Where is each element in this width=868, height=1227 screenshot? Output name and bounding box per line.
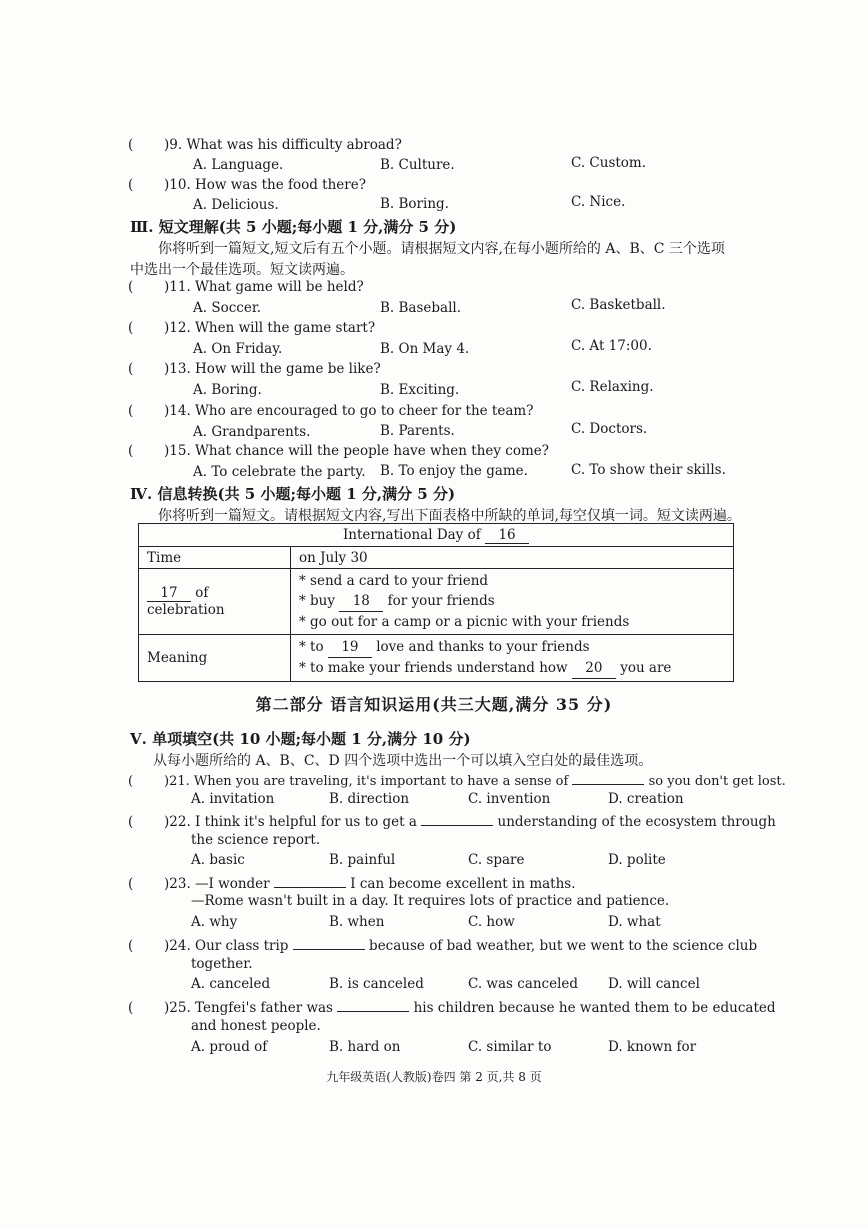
question-text: )11. What game will be held? [164,279,364,295]
option-c: C. Custom. [571,155,647,171]
option-c: C. similar to [468,1039,552,1055]
question-13: ( )13. How will the game be like? [128,361,381,377]
option-c: C. To show their skills. [571,462,726,478]
option-b: B. Baseball. [380,300,462,316]
option-c: C. At 17:00. [571,338,652,354]
part-2-title: 第二部分 语言知识运用(共三大题,满分 35 分) [255,695,613,714]
info-table [138,523,734,682]
option-b: B. is canceled [329,976,424,992]
question-15: ( )15. What chance will the people have when they come? [128,443,550,459]
option-a: A. canceled [191,976,271,992]
question-9: ( )9. What was his difficulty abroad? [128,137,402,153]
time-value: on July 30 [291,547,734,569]
meaning-list [291,635,734,682]
time-label: Time [139,547,291,569]
blank-18: 18 [339,591,383,612]
table-header: International Day of 16 [139,524,734,547]
answer-blank [421,811,493,826]
question-text: )14. Who are encouraged to go to cheer for the team? [164,403,534,419]
question-25-line-2: and honest people. [191,1018,321,1034]
question-23-line-2: —Rome wasn't built in a day. It requires lots of practice and patience. [191,893,670,909]
section-3-desc-1: 你将听到一篇短文,短文后有五个小题。请根据短文内容,在每小题所给的 A、B、C 三个选项 [158,241,725,257]
question-12: ( )12. When will the game start? [128,320,376,336]
section-3-desc-2: 中选出一个最佳选项。短文读两遍。 [130,262,354,278]
section-5-title: Ⅴ. 单项填空(共 10 小题;每小题 1 分,满分 10 分) [130,730,471,748]
option-c: C. Relaxing. [571,379,654,395]
meaning-label: Meaning [139,635,291,682]
answer-blank [572,770,644,785]
ways-item: * buy 18 for your friends [299,591,725,612]
option-b: B. when [329,914,385,930]
option-c: C. spare [468,852,525,868]
ways-item: * send a card to your friend [299,573,489,589]
option-b: B. To enjoy the game. [380,463,528,479]
question-text: )9. What was his difficulty abroad? [164,137,402,153]
option-c: C. how [468,914,515,930]
ways-list [291,569,734,635]
question-text: )13. How will the game be like? [164,361,381,377]
option-a: A. Soccer. [193,300,262,316]
blank-16: 16 [485,527,529,544]
option-b: B. Culture. [380,157,455,173]
answer-blank [274,873,346,888]
section-4-desc: 你将听到一篇短文。请根据短文内容,写出下面表格中所缺的单词,每空仅填一词。短文读两遍。 [158,508,741,524]
question-text: )10. How was the food there? [164,177,366,193]
option-d: D. will cancel [608,976,700,992]
ways-cell: 17 of celebration [139,569,291,635]
section-4-title: Ⅳ. 信息转换(共 5 小题;每小题 1 分,满分 5 分) [130,485,456,503]
option-c: C. Nice. [571,194,626,210]
question-24: ( )24. Our class trip because of bad weather, but we went to the science club [128,935,757,954]
option-c: C. was canceled [468,976,579,992]
option-b: B. painful [329,852,396,868]
option-c: C. Doctors. [571,421,648,437]
option-a: A. Delicious. [193,197,279,213]
question-22-line-2: the science report. [191,832,321,848]
question-24-line-2: together. [191,956,253,972]
blank-19: 19 [328,637,372,658]
option-d: D. known for [608,1039,697,1055]
option-d: D. creation [608,791,684,807]
option-b: B. On May 4. [380,341,470,357]
option-c: C. Basketball. [571,297,666,313]
option-a: A. Language. [193,157,284,173]
question-11: ( )11. What game will be held? [128,279,364,295]
meaning-item: * to make your friends understand how 20 you are [299,658,725,679]
option-b: B. Exciting. [380,382,460,398]
option-b: B. hard on [329,1039,401,1055]
option-c: C. invention [468,791,551,807]
answer-blank [337,997,409,1012]
ways-label: celebration [147,602,225,618]
blank-17: 17 [147,585,191,602]
answer-blank [293,935,365,950]
option-a: A. why [191,914,238,930]
option-a: A. basic [191,852,245,868]
option-a: A. On Friday. [193,341,283,357]
question-text: )15. What chance will the people have when they come? [164,443,550,459]
option-a: A. Boring. [193,382,262,398]
question-21: ( )21. When you are traveling, it's important to have a sense of so you don't get lost. [128,770,786,789]
meaning-item: * to 19 love and thanks to your friends [299,637,725,658]
question-10: ( )10. How was the food there? [128,177,366,193]
question-23: ( )23. —I wonder I can become excellent in maths. [128,873,576,892]
question-text: )12. When will the game start? [164,320,376,336]
question-25: ( )25. Tengfei's father was his children because he wanted them to be educated [128,997,776,1016]
option-d: D. polite [608,852,666,868]
option-b: B. Boring. [380,196,449,212]
question-22: ( )22. I think it's helpful for us to get a understanding of the ecosystem through [128,811,776,830]
option-b: B. direction [329,791,410,807]
ways-item: * go out for a camp or a picnic with your friends [299,614,630,630]
option-a: A. proud of [191,1039,268,1055]
option-b: B. Parents. [380,423,455,439]
option-d: D. what [608,914,661,930]
blank-20: 20 [572,658,616,679]
option-a: A. invitation [191,791,275,807]
question-14: ( )14. Who are encouraged to go to cheer for the team? [128,403,534,419]
section-3-title: Ⅲ. 短文理解(共 5 小题;每小题 1 分,满分 5 分) [130,218,457,236]
option-a: A. Grandparents. [193,424,311,440]
page-footer: 九年级英语(人教版)卷四 第 2 页,共 8 页 [326,1070,542,1084]
option-a: A. To celebrate the party. [193,464,366,480]
section-5-desc: 从每小题所给的 A、B、C、D 四个选项中选出一个可以填入空白处的最佳选项。 [153,753,653,769]
